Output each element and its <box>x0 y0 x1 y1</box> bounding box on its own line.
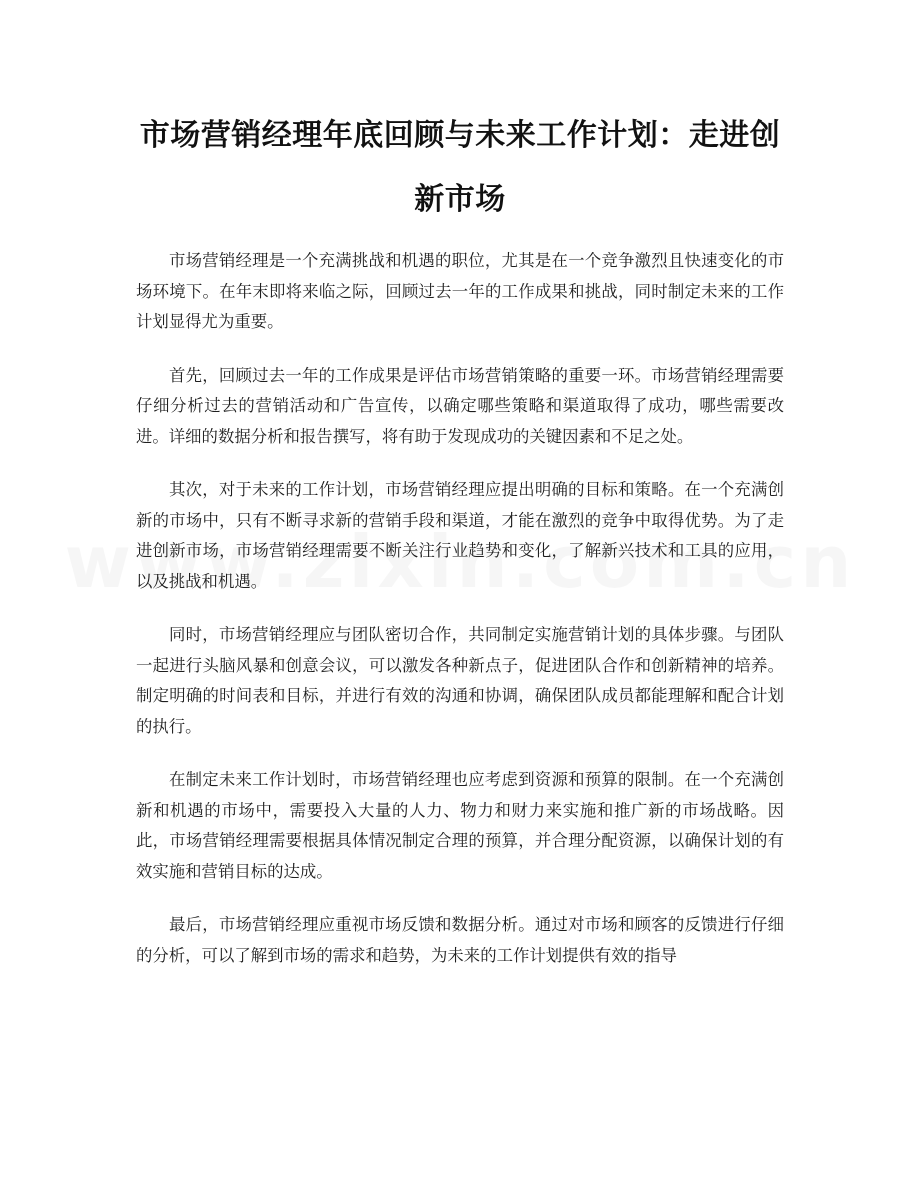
paragraph-budget: 在制定未来工作计划时，市场营销经理也应考虑到资源和预算的限制。在一个充满创新和机遇的市场中，需要投入大量的人力、物力和财力来实施和推广新的市场战略。因此，市场营销经理需要根据具体情况制定合理的预算，并合理分配资源，以确保计划的有效实施和营销目标的达成。 <box>136 770 784 881</box>
document-title: 市场营销经理年底回顾与未来工作计划：走进创新市场 <box>139 118 781 217</box>
paragraph-review: 首先，回顾过去一年的工作成果是评估市场营销策略的重要一环。市场营销经理需要仔细分析过去的营销活动和广告宣传，以确定哪些策略和渠道取得了成功，哪些需要改进。详细的数据分析和报告撰写，将有助于发现成功的关键因素和不足之处。 <box>136 365 784 446</box>
document-body <box>136 246 784 994</box>
paragraph-feedback: 最后，市场营销经理应重视市场反馈和数据分析。通过对市场和顾客的反馈进行仔细的分析，可以了解到市场的需求和趋势，为未来的工作计划提供有效的指导 <box>136 915 784 965</box>
paragraph-future-plan: 其次，对于未来的工作计划，市场营销经理应提出明确的目标和策略。在一个充满创新的市场中，只有不断寻求新的营销手段和渠道，才能在激烈的竞争中取得优势。为了走进创新市场，市场营销经理需要不断关注行业趋势和变化，了解新兴技术和工具的应用，以及挑战和机遇。 <box>136 480 784 591</box>
paragraph-intro: 市场营销经理是一个充满挑战和机遇的职位，尤其是在一个竞争激烈且快速变化的市场环境下。在年末即将来临之际，回顾过去一年的工作成果和挑战，同时制定未来的工作计划显得尤为重要。 <box>136 251 784 331</box>
paragraph-teamwork: 同时，市场营销经理应与团队密切合作，共同制定实施营销计划的具体步骤。与团队一起进行头脑风暴和创意会议，可以激发各种新点子，促进团队合作和创新精神的培养。制定明确的时间表和目标，并进行有效的沟通和协调，确保团队成员都能理解和配合计划的执行。 <box>136 625 784 736</box>
